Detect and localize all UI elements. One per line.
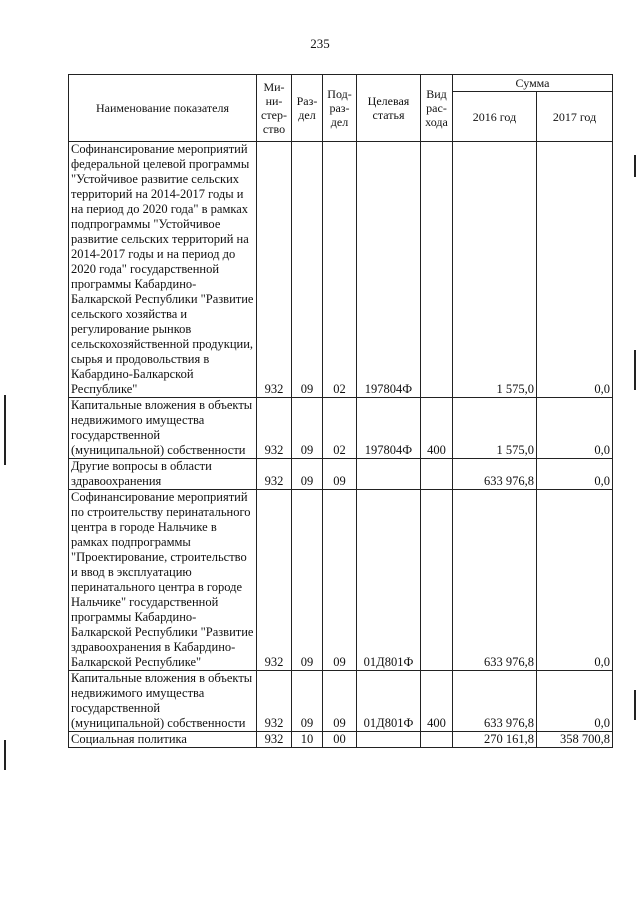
row-expense-type [421, 142, 453, 398]
row-target: 01Д801Ф [357, 490, 421, 671]
row-sum-2016: 1 575,0 [453, 142, 537, 398]
row-section: 09 [292, 490, 323, 671]
row-subsection: 02 [323, 398, 357, 459]
row-ministry: 932 [257, 671, 292, 732]
header-target: Целевая статья [357, 75, 421, 142]
row-section: 09 [292, 459, 323, 490]
row-sum-2017: 358 700,8 [537, 732, 613, 748]
row-ministry: 932 [257, 490, 292, 671]
row-name: Социальная политика [69, 732, 257, 748]
row-sum-2016: 1 575,0 [453, 398, 537, 459]
scan-edge-mark [634, 690, 636, 720]
row-expense-type [421, 732, 453, 748]
row-sum-2016: 633 976,8 [453, 671, 537, 732]
table-row [69, 671, 613, 732]
row-target: 197804Ф [357, 142, 421, 398]
row-subsection: 02 [323, 142, 357, 398]
row-expense-type: 400 [421, 671, 453, 732]
row-subsection: 00 [323, 732, 357, 748]
header-subsection: Под- раз- дел [323, 75, 357, 142]
header-expense-type: Вид рас- хода [421, 75, 453, 142]
row-expense-type [421, 490, 453, 671]
header-name: Наименование показателя [69, 75, 257, 142]
row-sum-2017: 0,0 [537, 398, 613, 459]
row-expense-type: 400 [421, 398, 453, 459]
row-section: 10 [292, 732, 323, 748]
row-ministry: 932 [257, 732, 292, 748]
row-target [357, 459, 421, 490]
scan-edge-mark [634, 350, 636, 390]
row-name: Капитальные вложения в объекты недвижимого имущества государственной (муниципальной) собственности [69, 671, 257, 732]
table-row [69, 398, 613, 459]
scan-edge-mark [4, 395, 6, 465]
header-section: Раз- дел [292, 75, 323, 142]
row-name: Софинансирование мероприятий федеральной целевой программы "Устойчивое развитие сельских территорий на 2014-2017 годы и на период до 2020 года" в рамках подпрограммы "Устойчивое развитие сельских территорий на 2014-2017 годы и на период до 2020 года" государственной программы Кабардино-Балкарской Республики "Развитие сельского хозяйства и регулирование рынков сельскохозяйственной продукции, сырья и продовольствия в Кабардино-Балкарской Республике" [69, 142, 257, 398]
header-year-2016: 2016 год [453, 92, 537, 142]
row-expense-type [421, 459, 453, 490]
table-row [69, 459, 613, 490]
table-row [69, 490, 613, 671]
row-sum-2017: 0,0 [537, 459, 613, 490]
table-row [69, 142, 613, 398]
row-sum-2016: 633 976,8 [453, 490, 537, 671]
header-sum: Сумма [453, 75, 613, 92]
row-ministry: 932 [257, 398, 292, 459]
row-sum-2017: 0,0 [537, 142, 613, 398]
row-section: 09 [292, 671, 323, 732]
row-sum-2017: 0,0 [537, 671, 613, 732]
header-year-2017: 2017 год [537, 92, 613, 142]
header-ministry: Ми- ни- стер- ство [257, 75, 292, 142]
row-ministry: 932 [257, 459, 292, 490]
row-sum-2017: 0,0 [537, 490, 613, 671]
row-name: Капитальные вложения в объекты недвижимого имущества государственной (муниципальной) собственности [69, 398, 257, 459]
budget-table [68, 74, 613, 748]
row-name: Другие вопросы в области здравоохранения [69, 459, 257, 490]
row-target [357, 732, 421, 748]
row-target: 01Д801Ф [357, 671, 421, 732]
row-subsection: 09 [323, 459, 357, 490]
row-sum-2016: 633 976,8 [453, 459, 537, 490]
row-subsection: 09 [323, 490, 357, 671]
row-ministry: 932 [257, 142, 292, 398]
scan-edge-mark [4, 740, 6, 770]
page-number: 235 [310, 36, 330, 51]
scan-edge-mark [634, 155, 636, 177]
row-name: Софинансирование мероприятий по строительству перинатального центра в городе Нальчике в рамках подпрограммы "Проектирование, строительство и ввод в эксплуатацию перинатального центра в городе Нальчике" государственной программы Кабардино-Балкарской Республики "Развитие здравоохранения в Кабардино-Балкарской Республике" [69, 490, 257, 671]
row-sum-2016: 270 161,8 [453, 732, 537, 748]
row-target: 197804Ф [357, 398, 421, 459]
table-row [69, 732, 613, 748]
row-subsection: 09 [323, 671, 357, 732]
row-section: 09 [292, 142, 323, 398]
row-section: 09 [292, 398, 323, 459]
